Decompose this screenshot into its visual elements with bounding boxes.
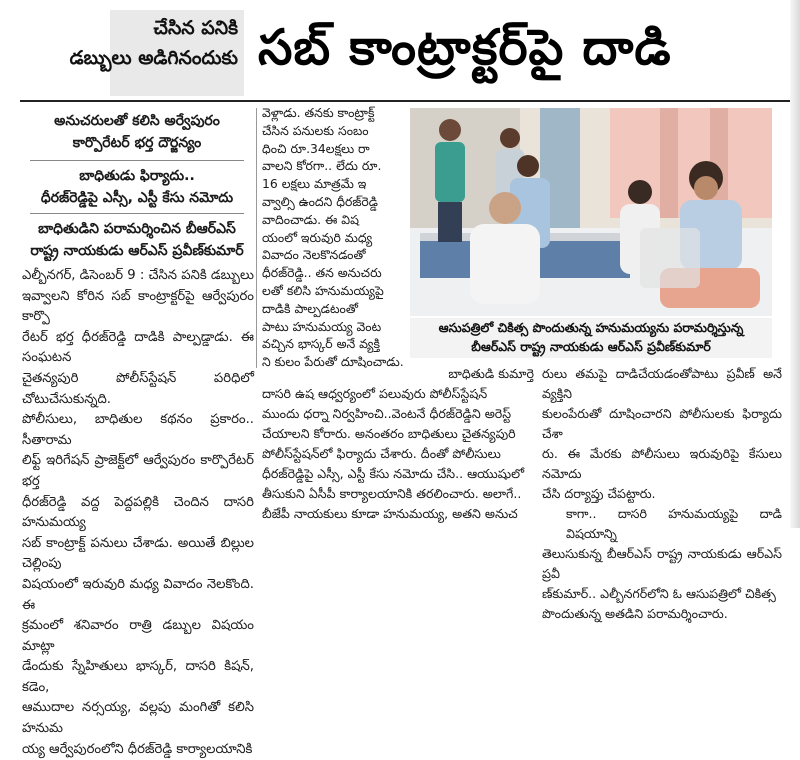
col1-line: సబ్ కాంట్రాక్ట్ పనులు చేశాడు. అయితే బిల్లుల చెల్లింపు <box>22 535 254 572</box>
col1-line: ధీరజ్‌రెడ్డి వద్ద పెద్దపల్లికి చెందిన దాసరి హనుమయ్య <box>22 494 254 531</box>
col3-line: పొందుతున్న అతడిని పరామర్శించారు. <box>542 606 728 621</box>
col2-line: పాటు హనుమయ్య వెంట <box>262 318 382 334</box>
col1-line: పోలీసులు, బాధితుల కథనం ప్రకారం.. సీతారామ <box>22 412 254 448</box>
col2-line: చేసిన పనులకు సంబం <box>262 122 369 138</box>
column-divider <box>256 108 257 368</box>
subhead-3a: బాధితుడిని పరామర్శించిన బీఆర్ఎస్ <box>38 221 236 237</box>
subhead-divider-1 <box>30 160 244 161</box>
subhead-2b: ధీరజ్‌రెడ్డిపై ఎస్సీ, ఎస్టీ కేసు నమోదు <box>40 190 234 206</box>
col3-line: కాగా.. దాసరి హనుమయ్యపై దాడి విషయాన్ని <box>566 506 782 541</box>
col2-line: యంలో ఇరువురి మధ్య <box>262 229 373 245</box>
subhead-group-1 <box>22 110 252 154</box>
col2-line: వచ్చిన భాస్కర్ అనే వ్యక్తి <box>262 336 380 352</box>
subhead-3b: రాష్ట్ర నాయకుడు ఆర్ఎస్ ప్రవీణ్‌కుమార్ <box>30 243 244 259</box>
subhead-2a: బాధితుడు ఫిర్యాదు.. <box>79 168 195 184</box>
kicker-line-2: డబ్బులు అడిగినందుకు <box>69 47 238 69</box>
col2-line: వాలని కోరగా.. లేదు రూ. <box>262 158 382 174</box>
photo-caption <box>410 318 772 358</box>
col2b-line: ధీరజ్‌రెడ్డిపై ఎస్సీ, ఎస్టీ కేసు నమోదు చేసి.. ఆయుషులో <box>262 466 525 481</box>
col1-line: లిఫ్ట్ ఇరిగేషన్ ప్రాజెక్ట్‌లో ఆర్వేపురం కార్పొరేటర్ భర్త <box>22 453 254 489</box>
hospital-scene-image <box>410 108 772 316</box>
col2-line: వెళ్లాడు. తనకు కాంట్రాక్ట్ <box>262 105 375 120</box>
col2-line: వ్వాల్సి ఉందని ధీరజ్‌రెడ్డి <box>262 193 378 209</box>
subhead-group-2 <box>22 165 252 209</box>
col2-line: వివాదం నెలకొనడంతో <box>262 247 366 263</box>
article-column-1 <box>22 266 254 757</box>
subhead-1a: అనుచరులతో కలిసి అర్వేపురం <box>54 113 220 129</box>
col2-line: లతో కలిసి హనుమయ్యపై <box>262 282 384 298</box>
photo-caption-line-2: బీఆర్ఎస్ రాష్ట్ర నాయకుడు ఆర్ఎస్ ప్రవీణ్‌కుమార్ <box>471 339 711 354</box>
kicker-line-1: చేసిన పనికి <box>153 17 238 39</box>
col2b-line: చేయాలని కోరారు. అనంతరం బాధితులు చైతన్యపురి <box>262 426 516 441</box>
col2-line: ధీరజ్‌రెడ్డి.. తన అనుచరు <box>262 265 382 281</box>
col1-line: ఇవ్వాలని కోరిన సబ్ కాంట్రాక్టర్‌పై ఆర్వేపురం కార్పొ <box>22 288 254 325</box>
col1-line: ఎల్బీనగర్, డిసెంబర్ 9 : చేసిన పనికి డబ్బులు <box>22 268 254 283</box>
col2b-line: పోలీస్‌స్టేషన్‌లో ఫిర్యాదు చేశారు. దీంతో పోలీసులు <box>262 446 501 461</box>
col1-line: రేటర్ భర్త ధీరజ్‌రెడ్డి దాడికి పాల్పడ్డాడు. ఈ సంఘటన <box>22 329 254 366</box>
col2b-line: ముందు ధర్నా నిర్వహించి..వెంటనే ధీరజ్‌రెడ్డిని అరెస్ట్ <box>262 406 512 421</box>
photo-caption-line-1: ఆసుపత్రిలో చికిత్స పొందుతున్న హనుమయ్యను పరామర్శిస్తున్న <box>438 320 744 335</box>
col3-line: కులంపేరుతో దూషించారని పోలీసులకు ఫిర్యాదు చేశా <box>542 406 782 441</box>
col2b-line: బాధితుడి కుమార్తె <box>448 366 534 381</box>
col3-line: తెలుసుకున్న బీఆర్ఎస్ రాష్ట్ర నాయకుడు ఆర్ఎస్ ప్రవీ <box>542 546 782 581</box>
header-rule <box>20 100 790 102</box>
col3-line: చేసి దర్యాప్తు చేపట్టారు. <box>542 486 656 501</box>
col1-line: క్రమంలో శనివారం రాత్రి డబ్బుల విషయం మాట్లా <box>22 618 254 654</box>
col1-line: ఆముదాల నర్సయ్య, వల్లపు మంగితో కలిసి హనుమ <box>22 700 254 737</box>
headline: సబ్ కాంట్రాక్టర్‌పై దాడి <box>258 19 672 76</box>
article-column-3 <box>542 364 782 621</box>
col2b-line: బీజేపీ నాయకులు కూడా హనుమయ్య, అతని అనుచ <box>262 506 518 521</box>
page-fold-edge <box>790 0 800 528</box>
col1-line: విషయంలో ఇరువురి మధ్య వివాదం నెలకొంది. ఈ <box>22 576 254 613</box>
col2b-line: దాసరి ఉష ఆధ్వర్యంలో పలువురు పోలీస్‌స్టేషన్ <box>262 386 488 401</box>
col2b-line: తీసుకుని ఏసీపీ కార్యాలయానికి తరలించారు. అలాగే.. <box>262 486 522 501</box>
col3-line: ణ్‌కుమార్.. ఎల్బీనగర్‌లోని ఓ ఆసుపత్రిలో చికిత్స <box>542 586 776 601</box>
col2-line: దాడికి పాల్పడటంతో <box>262 300 358 316</box>
col3-line: రులు తమపై దాడిచేయడంతోపాటు ప్రవీణ్ అనే వ్యక్తిని <box>542 366 782 401</box>
col2-line: 16 లక్షలు మాత్రమే ఇ <box>262 176 367 192</box>
col1-line: డేందుకు స్నేహితులు భాస్కర్, దాసరి కిషన్, కడెం, <box>22 659 254 695</box>
subhead-1b: కార్పొరేటర్ భర్త దౌర్జన్యం <box>72 135 202 151</box>
news-photo <box>410 108 772 316</box>
col1-line: చైతన్యపురి పోలీస్‌స్టేషన్ పరిధిలో చోటుచేసుకున్నది. <box>22 370 254 407</box>
col2-line: ని కులం పేరుతో దూషించాడు. <box>262 354 404 370</box>
col2-line: వాదించాడు. ఈ విష <box>262 211 359 227</box>
col3-line: రు. ఈ మేరకు పోలీసులు ఇరువురిపై కేసులు నమోదు <box>542 446 782 481</box>
col1-line: య్య ఆర్వేపురంలోని ధీరజ్‌రెడ్డి కార్యాలయానికి <box>22 741 253 757</box>
subhead-divider-2 <box>30 213 244 214</box>
subhead-group-3 <box>22 218 252 262</box>
article-column-2-bottom <box>262 364 534 528</box>
col2-line: ధించి రూ.34లక్షలు రా <box>262 140 370 156</box>
article-column-2 <box>262 104 404 374</box>
